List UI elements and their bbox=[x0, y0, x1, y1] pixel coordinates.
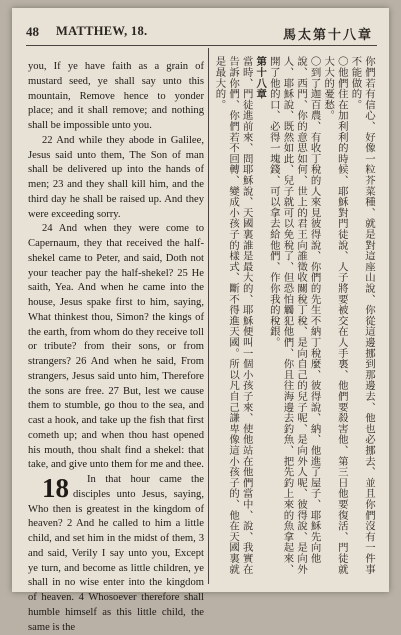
chapter-number: 18 bbox=[42, 473, 69, 503]
english-column bbox=[28, 60, 204, 635]
chinese-paragraph: 你們若有信心、好像一粒芥菜種、就是對這座山說、你從這邊挪到那邊去、他也必挪去、並且你們沒有一件事不能做的。 bbox=[349, 56, 375, 575]
bible-page bbox=[12, 8, 389, 633]
chinese-column bbox=[215, 56, 375, 582]
chinese-paragraph: 〇他們住在加利利的時候、耶穌對門徒說、人子將要被交在人手裏、他們要殺害他、第三日他要復活、門徒就大大的憂愁。 bbox=[322, 56, 348, 575]
page-header bbox=[26, 24, 377, 46]
header-rule bbox=[26, 45, 377, 46]
chinese-paragraph: 當時、門徒進前來、問耶穌說、天國裏誰是最大的、耶穌便叫一個小孩子來、使他站在他們當中、說、我實在告訴你們、你們若不回轉、變成小孩子的樣式、斷不得進天國。所以凡自己謙卑像這小孩子的、他在天國裏就是最大的。 bbox=[213, 56, 253, 575]
english-paragraph: 24 And when they were come to Capernaum, they that received the half-shekel came to Peter, and said, Doth not your teacher pay the half-shekel? 25 He saith, Yea. And when he came into the house, Jesus spake first to him, saying, What thinkest thou, Simon? the kings of the earth, from whom do they receive toll or tribute? from their sons, or from strangers? 26 And when he said, From strangers, Jesus said unto him, Therefore the sons are free. 27 But, lest we cause them to stumble, go thou to the sea, and cast a hook, and take up the fish that first cometh up; and when thou hast opened his mouth, thou shalt find a shekel: that take, and give unto them for me and thee. bbox=[28, 223, 204, 471]
chapter-start bbox=[28, 473, 204, 635]
chinese-running-title: 馬太第十八章 bbox=[282, 27, 373, 42]
english-paragraph: you, If ye have faith as a grain of mustard seed, ye shall say unto this mountain, Remove hence to yonder place; and it shall remove; and nothing shall be impossible unto you. bbox=[28, 61, 204, 131]
column-divider bbox=[208, 48, 209, 584]
english-paragraph: In that hour came the disciples unto Jesus, saying, Who then is greatest in the kingdom of heaven? 2 And he called to him a little child, and set him in the midst of them, 3 and said, Verily I say unto you, Except ye turn, and become as little children, ye shall in no wise enter into the kingdom of heaven. 4 Whosoever therefore shall humble himself as this little child, the same is the bbox=[28, 474, 204, 633]
english-paragraph: 22 And while they abode in Galilee, Jesus said unto them, The Son of man shall be delivered up into the hands of men; 23 and they shall kill him, and the third day he shall be raised up. And they were exceeding sorry. bbox=[28, 134, 204, 220]
running-title: MATTHEW, 18. bbox=[56, 24, 148, 38]
page-number: 48 bbox=[26, 24, 39, 39]
chinese-paragraph: 〇到了迦百農、有收丁稅的人來見彼得說、你們的先生不納丁稅麼、彼得說、納、他進了屋子、耶穌先向他說、西門、你的意思如何、世上的君王向誰徵收關稅丁稅、是向自己的兒子呢、是向外人呢、彼得說、是向外人、耶穌說、既然如此、兒子就可以免稅了、但恐怕觸犯他們、你且往海邊去釣魚、把先釣上來的魚拿起來、開了他的口、必得一塊錢、可以拿去給他們、作你我的稅銀。 bbox=[267, 56, 321, 575]
chinese-chapter-label: 第十八章 bbox=[254, 56, 267, 100]
